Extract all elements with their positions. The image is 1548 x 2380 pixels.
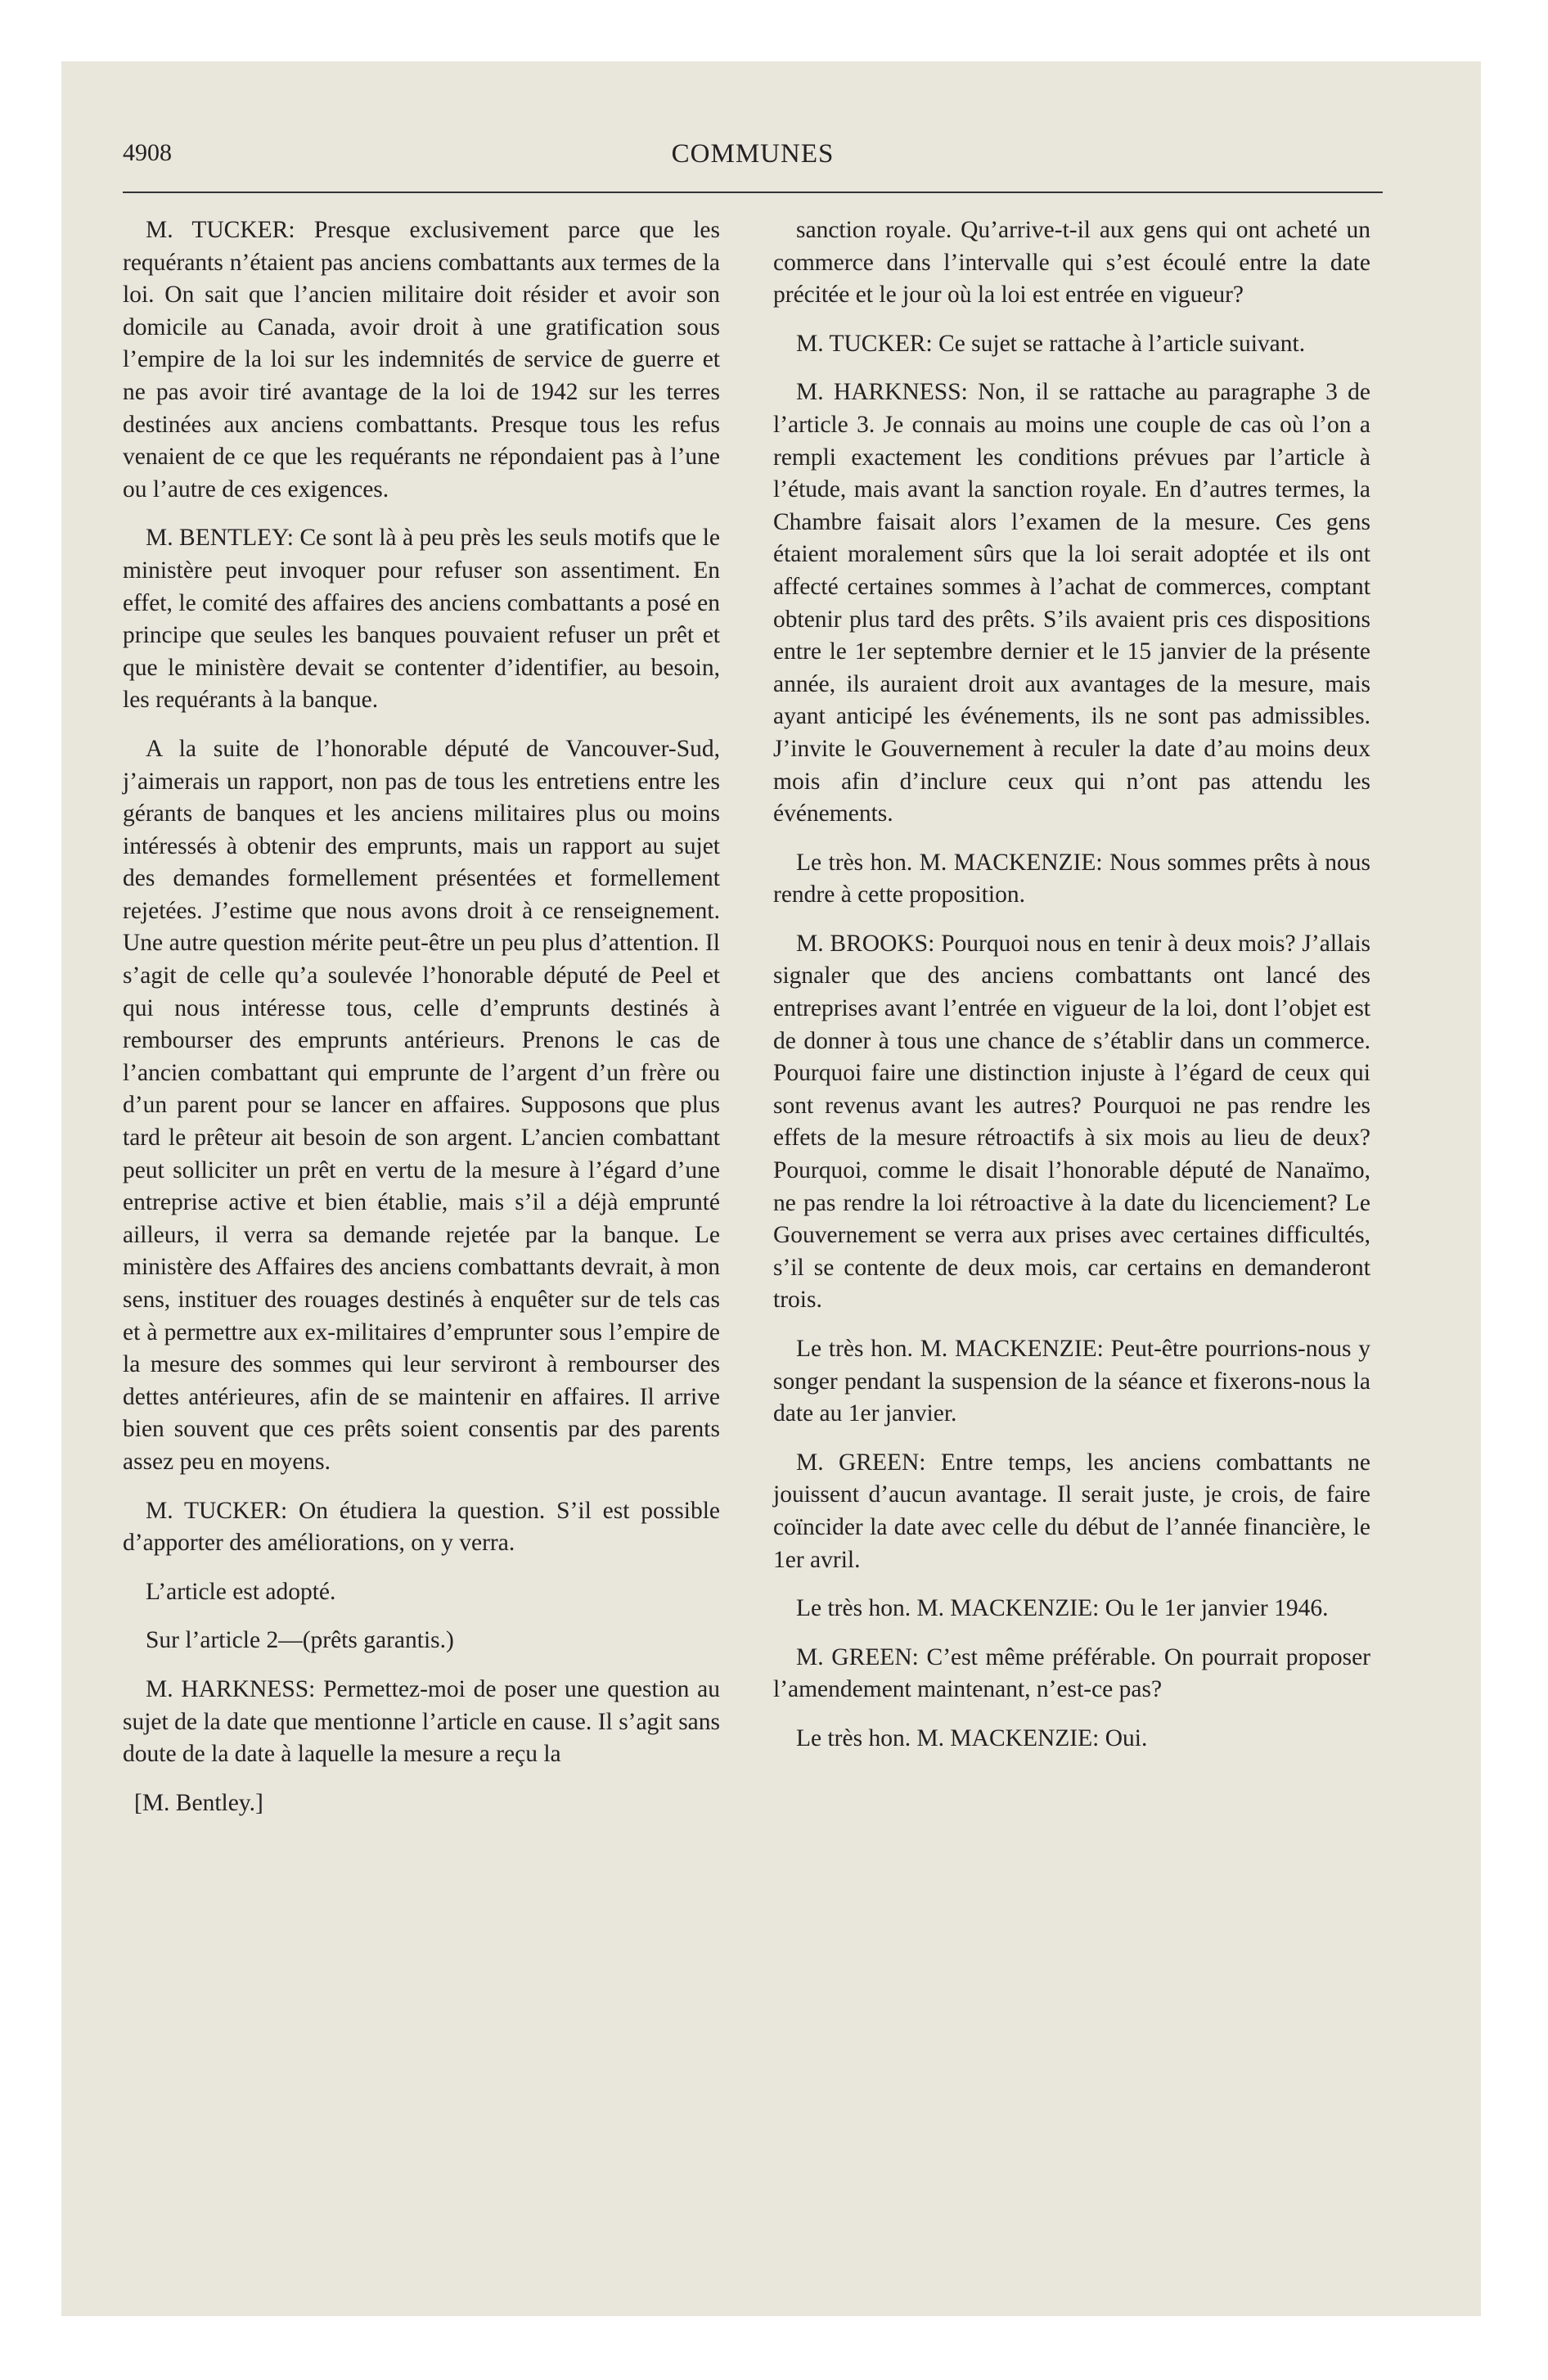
paragraph: M. TUCKER: On étudiera la question. S’il est possible d’apporter des améliorations, on y verra.	[123, 1497, 720, 1557]
paragraph: M. GREEN: C’est même préférable. On pourrait proposer l’amendement maintenant, n’est-ce pas?	[773, 1643, 1370, 1703]
paragraph: A la suite de l’honorable député de Vancouver-Sud, j’aimerais un rapport, non pas de tous les entretiens entre les gérants de banques et les anciens militaires plus ou moins intéressés à obtenir des emprunts, mais un rapport au sujet des demandes formellement présentées et formellement rejetées. J’estime que nous avons droit à ce renseignement. Une autre question mérite peut-être un peu plus d’attention. Il s’agit de celle qu’a soulevée l’honorable député de Peel et qui nous intéresse tous, celle d’emprunts destinés à rembourser des emprunts antérieurs. Prenons le cas de l’ancien combattant qui emprunte de l’argent d’un frère ou d’un parent pour se lancer en affaires. Supposons que plus tard le prêteur ait besoin de son argent. L’ancien combattant peut solliciter un prêt en vertu de la mesure à l’égard d’une entreprise active et bien établie, mais s’il a déjà emprunté ailleurs, il verra sa demande rejetée par la banque. Le ministère des Affaires des anciens combattants devrait, à mon sens, instituer des rouages destinés à enquêter sur de tels cas et à permettre aux ex-militaires d’emprunter sous l’empire de la mesure des sommes qui leur serviront à rembourser des dettes antérieures, afin de se maintenir en affaires. Il arrive bien souvent que ces prêts soient consentis par des parents assez peu en moyens.	[123, 735, 720, 1475]
right-column	[773, 214, 1370, 1772]
paragraph: Le très hon. M. MACKENZIE: Peut-être pourrions-nous y songer pendant la suspension de la séance et fixerons-nous la date au 1er janvier.	[773, 1336, 1370, 1427]
left-column	[123, 214, 720, 1836]
paragraph: M. HARKNESS: Permettez-moi de poser une question au sujet de la date que mentionne l’article en cause. Il s’agit sans doute de la date à laquelle la mesure a reçu la	[123, 1675, 720, 1768]
speaker-tag: [M. Bentley.]	[134, 1789, 263, 1816]
paragraph: Le très hon. M. MACKENZIE: Nous sommes prêts à nous rendre à cette proposition.	[773, 849, 1370, 908]
paragraph: L’article est adopté.	[146, 1578, 336, 1605]
paragraph: M. TUCKER: Presque exclusivement parce que les requérants n’étaient pas anciens combattants aux termes de la loi. On sait que l’ancien militaire doit résider et avoir son domicile au Canada, avoir droit à une gratification sous l’empire de la loi sur les indemnités de service de guerre et ne pas avoir tiré avantage de la loi de 1942 sur les terres destinées aux anciens combattants. Presque tous les refus venaient de ce que les requérants ne répondaient pas à l’une ou l’autre de ces exigences.	[123, 217, 720, 503]
paragraph: M. HARKNESS: Non, il se rattache au paragraphe 3 de l’article 3. Je connais au moins une couple de cas où l’on a rempli exactement les conditions prévues par l’article à l’étude, mais avant la sanction royale. En d’autres termes, la Chambre faisait alors l’examen de la mesure. Ces gens étaient moralement sûrs que la loi serait adoptée et ils ont affecté certaines sommes à l’achat de commerces, comptant obtenir plus tard des prêts. S’ils avaient pris ces dispositions entre le 1er septembre dernier et le 15 janvier de la présente année, ils auraient droit aux avantages de la mesure, mais ayant anticipé les événements, ils ne sont pas admissibles. J’invite le Gouvernement à reculer la date d’au moins deux mois afin d’inclure ceux qui n’ont pas attendu les événements.	[773, 379, 1370, 827]
paragraph: Le très hon. M. MACKENZIE: Ou le 1er janvier 1946.	[796, 1595, 1329, 1622]
running-title: COMMUNES	[671, 139, 835, 169]
paragraph: Sur l’article 2—(prêts garantis.)	[146, 1627, 454, 1654]
paragraph: M. BROOKS: Pourquoi nous en tenir à deux mois? J’allais signaler que des anciens combattants ont lancé des entreprises avant l’entrée en vigueur de la loi, dont l’objet est de donner à tous une chance de s’établir dans un commerce. Pourquoi faire une distinction injuste à l’égard de ceux qui sont revenus avant les autres? Pourquoi ne pas rendre les effets de la mesure rétroactifs à six mois au lieu de deux? Pourquoi, comme le disait l’honorable député de Nanaïmo, ne pas rendre la loi rétroactive à la date du licenciement? Le Gouvernement se verra aux prises avec certaines difficultés, s’il se contente de deux mois, car certains en demanderont trois.	[773, 930, 1370, 1314]
paragraph: Le très hon. M. MACKENZIE: Oui.	[796, 1724, 1148, 1751]
paragraph: sanction royale. Qu’arrive-t-il aux gens qui ont acheté un commerce dans l’intervalle qui s’est écoulé entre la date précitée et le jour où la loi est entrée en vigueur?	[773, 217, 1370, 309]
paragraph: M. GREEN: Entre temps, les anciens combattants ne jouissent d’aucun avantage. Il serait juste, je crois, de faire coïncider la date avec celle du début de l’année financière, le 1er avril.	[773, 1449, 1370, 1573]
paragraph: M. TUCKER: Ce sujet se rattache à l’article suivant.	[796, 330, 1306, 357]
header-rule	[123, 192, 1383, 193]
page-header	[123, 139, 1383, 180]
paragraph: M. BENTLEY: Ce sont là à peu près les seuls motifs que le ministère peut invoquer pour refuser son assentiment. En effet, le comité des affaires des anciens combattants a posé en principe que seules les banques pouvaient refuser un prêt et que le ministère devait se contenter d’identifier, au besoin, les requérants à la banque.	[123, 525, 720, 714]
page-number: 4908	[123, 139, 172, 166]
